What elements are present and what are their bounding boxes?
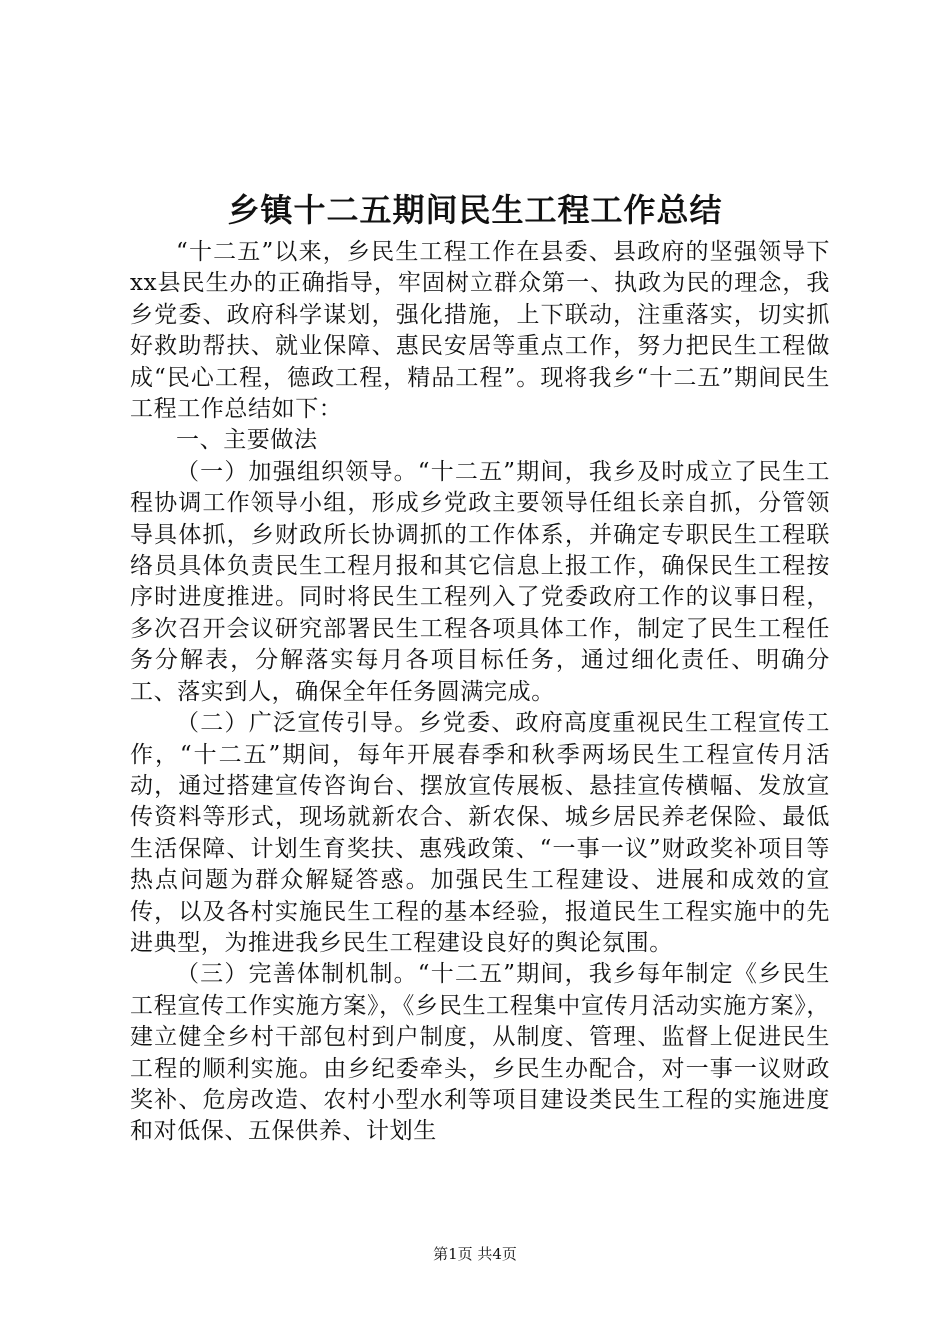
section-heading-main-methods: 一、主要做法 xyxy=(176,427,318,454)
document-body xyxy=(130,237,830,1148)
paragraph-system-mechanism: （三）完善体制机制。“十二五”期间，我乡每年制定《乡民生工程宣传工作实施方案》，《乡民生工程集中宣传月活动实施方案》，建立健全乡村干部包村到户制度，从制度、管理、监督上促进民生工程的顺利实施。由乡纪委牵头，乡民生办配合，对一事一议财政奖补、危房改造、农村小型水利等项目建设类民生工程的实施进度和对低保、五保供养、计划生 xyxy=(130,961,830,1145)
intro-paragraph: “十二五”以来，乡民生工程工作在县委、县政府的坚强领导下xx县民生办的正确指导，牢固树立群众第一、执政为民的理念，我乡党委、政府科学谋划，强化措施，上下联动，注重落实，切实抓好救助帮扶、就业保障、惠民安居等重点工作，努力把民生工程做成“民心工程，德政工程，精品工程”。现将我乡“十二五”期间民生工程工作总结如下： xyxy=(130,239,830,423)
page-number-footer: 第1页 共4页 xyxy=(433,1245,517,1263)
document-title: 乡镇十二五期间民生工程工作总结 xyxy=(227,191,723,229)
paragraph-organization-leadership: （一）加强组织领导。“十二五”期间，我乡及时成立了民生工程协调工作领导小组，形成乡党政主要领导任组长亲自抓，分管领导具体抓，乡财政所长协调抓的工作体系，并确定专职民生工程联络员具体负责民生工程月报和其它信息上报工作，确保民生工程按序时进度推进。同时将民生工程列入了党委政府工作的议事日程，多次召开会议研究部署民生工程各项具体工作，制定了民生工程任务分解表，分解落实每月各项目标任务，通过细化责任、明确分工、落实到人，确保全年任务圆满完成。 xyxy=(130,458,830,705)
paragraph-publicity-guidance: （二）广泛宣传引导。乡党委、政府高度重视民生工程宣传工作，“十二五”期间，每年开展春季和秋季两场民生工程宣传月活动，通过搭建宣传咨询台、摆放宣传展板、悬挂宣传横幅、发放宣传资料等形式，现场就新农合、新农保、城乡居民养老保险、最低生活保障、计划生育奖扶、惠残政策、“一事一议”财政奖补项目等热点问题为群众解疑答惑。加强民生工程建设、进展和成效的宣传，以及各村实施民生工程的基本经验，报道民生工程实施中的先进典型，为推进我乡民生工程建设良好的舆论氛围。 xyxy=(130,710,830,956)
